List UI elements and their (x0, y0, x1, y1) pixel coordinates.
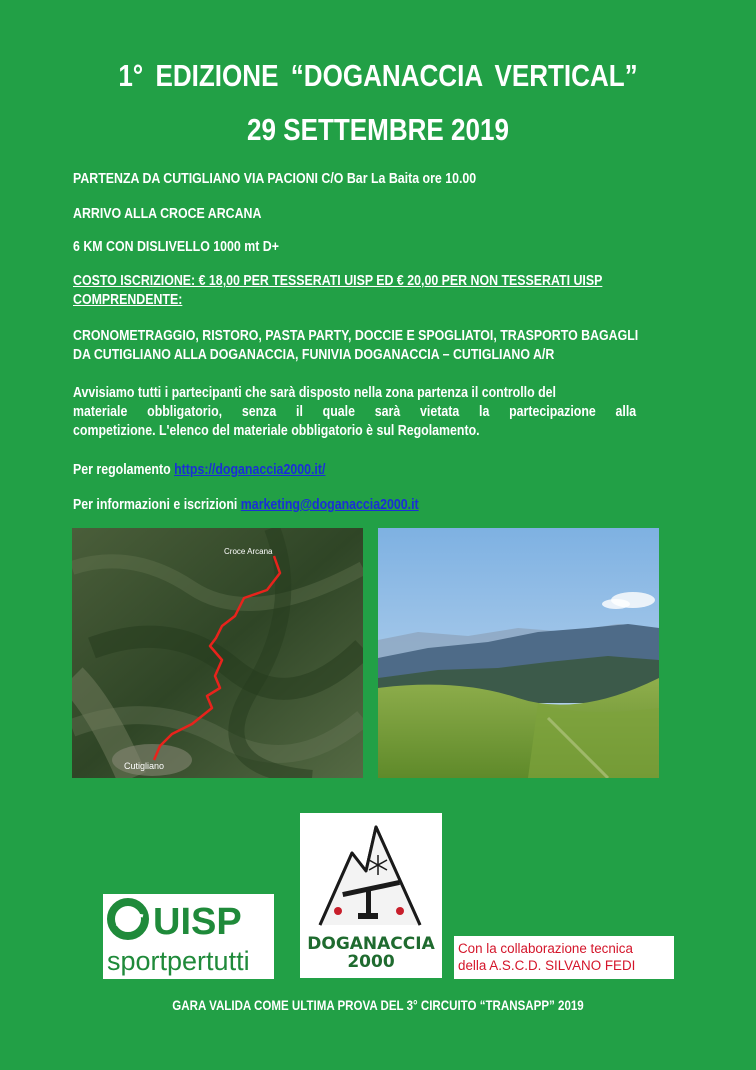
cost-info-2: COMPRENDENTE: (73, 292, 183, 308)
footer-note: GARA VALIDA COME ULTIMA PROVA DEL 3° CIRCUITO “TRANSAPP” 2019 (172, 998, 584, 1013)
map-label-town: Cutigliano (124, 761, 165, 771)
uisp-emblem-icon (111, 902, 145, 936)
contact-email-link[interactable]: marketing@doganaccia2000.it (240, 497, 419, 513)
contact-row (73, 496, 684, 515)
doganaccia-logo (300, 813, 442, 978)
contact-label: Per informazioni e iscrizioni (73, 497, 241, 513)
cost-info: COSTO ISCRIZIONE: € 18,00 PER TESSERATI UISP ED € 20,00 PER NON TESSERATI UISP (73, 273, 603, 289)
uisp-logo-tagline: sportpertutti (107, 946, 250, 976)
rules-row (73, 461, 684, 480)
services-line-1: CRONOMETRAGGIO, RISTORO, PASTA PARTY, DOCCIE E SPOGLIATOI, TRASPORTO BAGAGLI (73, 328, 639, 344)
route-map-svg (72, 528, 363, 778)
doganaccia-logo-svg (300, 813, 442, 978)
uisp-logo-svg (103, 894, 274, 979)
arrival-info: ARRIVO ALLA CROCE ARCANA (73, 206, 262, 222)
collaboration-line-1: Con la collaborazione tecnica (458, 941, 633, 956)
distance-info: 6 KM CON DISLIVELLO 1000 mt D+ (73, 239, 279, 255)
notice-line-3: competizione. L'elenco del materiale obbligatorio è sul Regolamento. (73, 423, 480, 439)
uisp-logo-name: UISP (153, 901, 242, 943)
route-map-image (72, 528, 363, 778)
map-label-summit: Croce Arcana (224, 547, 273, 556)
notice-line-1: Avvisiamo tutti i partecipanti che sarà disposto nella zona partenza il controllo del (73, 385, 556, 401)
event-date: 29 SETTEMBRE 2019 (247, 112, 509, 147)
uisp-logo (103, 894, 274, 979)
rules-link[interactable]: https://doganaccia2000.it/ (174, 462, 326, 478)
event-title: 1° EDIZIONE “DOGANACCIA VERTICAL” (118, 58, 638, 93)
collaboration-line-2: della A.S.C.D. SILVANO FEDI (458, 958, 636, 973)
landscape-photo (378, 528, 659, 778)
collaboration-note (454, 936, 674, 979)
doganaccia-logo-name: DOGANACCIA (307, 934, 435, 954)
rules-label: Per regolamento (73, 462, 175, 478)
start-info: PARTENZA DA CUTIGLIANO VIA PACIONI C/O Bar La Baita ore 10.00 (73, 171, 477, 187)
notice-line-2: materiale obbligatorio, senza il quale sarà vietata la partecipazione alla (73, 404, 637, 420)
services-line-2: DA CUTIGLIANO ALLA DOGANACCIA, FUNIVIA DOGANACCIA – CUTIGLIANO A/R (73, 347, 555, 363)
doganaccia-logo-year: 2000 (347, 952, 395, 972)
landscape-svg (378, 528, 659, 778)
